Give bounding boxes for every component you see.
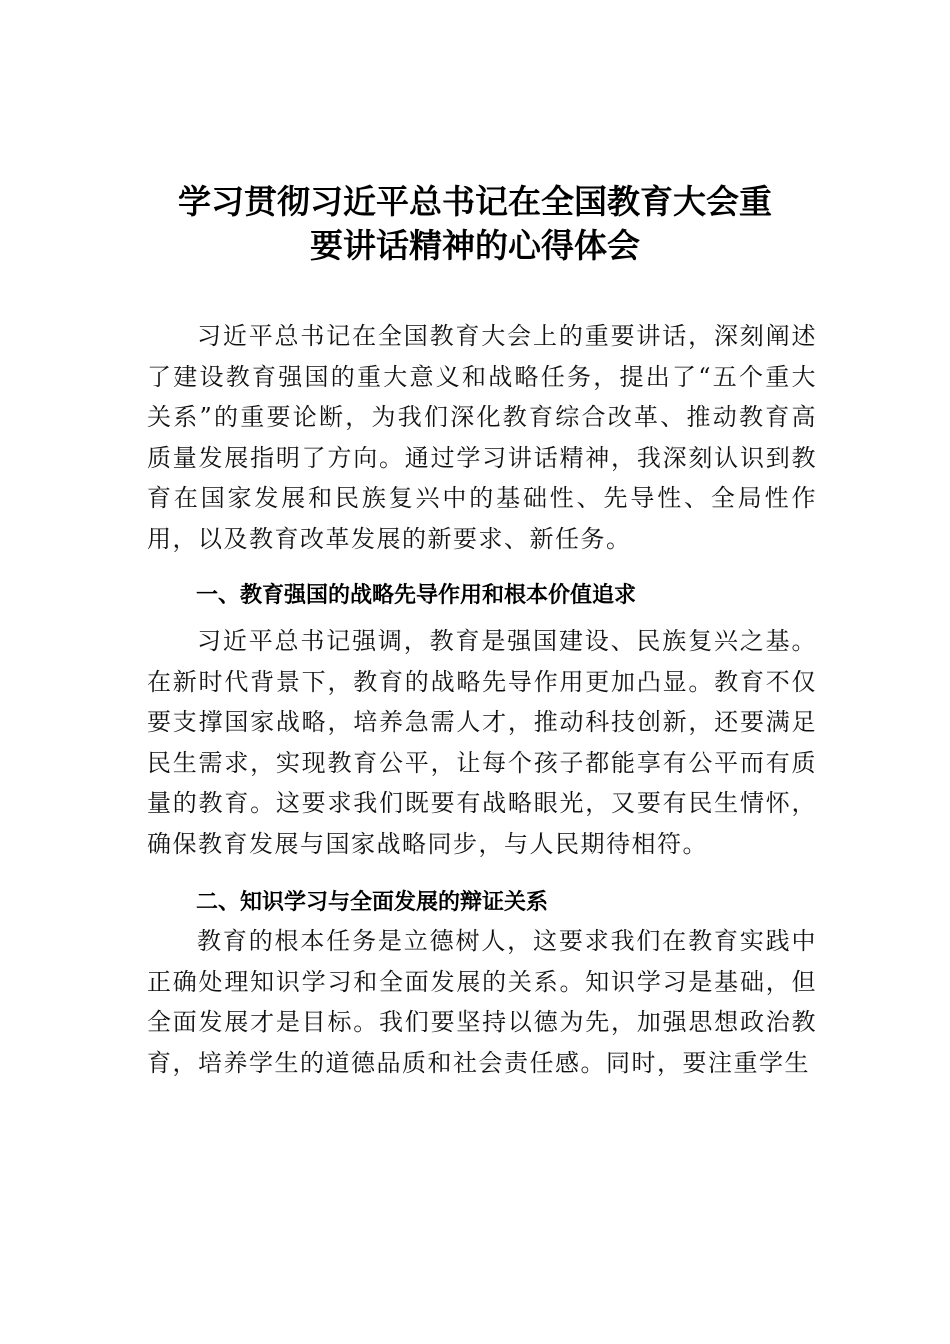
- document-title-line-1: 学习贯彻习近平总书记在全国教育大会重: [178, 182, 772, 221]
- section-body-2: 教育的根本任务是立德树人，这要求我们在教育实践中正确处理知识学习和全面发展的关系。知识学习是基础，但全面发展才是目标。我们要坚持以德为先，加强思想政治教育，培养学生的道德品质和社会责任感。同时，要注重学生: [147, 927, 817, 1077]
- intro-paragraph: 习近平总书记在全国教育大会上的重要讲话，深刻阐述了建设教育强国的重大意义和战略任务，提出了“五个重大关系”的重要论断，为我们深化教育综合改革、推动教育高质量发展指明了方向。通过学习讲话精神，我深刻认识到教育在国家发展和民族复兴中的基础性、先导性、全局性作用，以及教育改革发展的新要求、新任务。: [147, 322, 817, 553]
- section-body-1: 习近平总书记强调，教育是强国建设、民族复兴之基。在新时代背景下，教育的战略先导作用更加凸显。教育不仅要支撑国家战略，培养急需人才，推动科技创新，还要满足民生需求，实现教育公平，让每个孩子都能享有公平而有质量的教育。这要求我们既要有战略眼光，又要有民生情怀，确保教育发展与国家战略同步，与人民期待相符。: [147, 627, 817, 858]
- section-heading-2: 二、知识学习与全面发展的辩证关系: [196, 890, 549, 915]
- section-heading-1: 一、教育强国的战略先导作用和根本价值追求: [196, 583, 637, 608]
- document-title-line-2: 要讲话精神的心得体会: [310, 226, 640, 265]
